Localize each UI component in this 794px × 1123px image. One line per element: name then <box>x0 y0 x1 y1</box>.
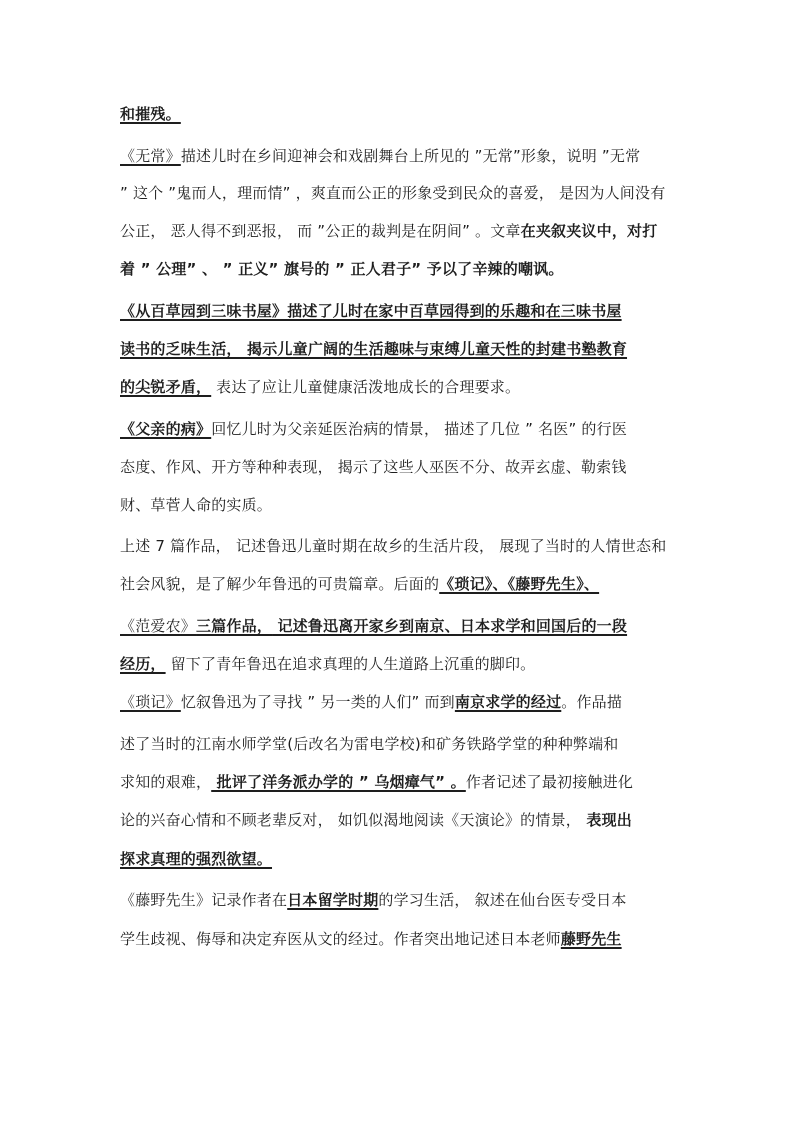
text-line <box>120 377 520 397</box>
text-run: 南京求学的经过 <box>454 693 562 711</box>
text-line <box>120 734 619 754</box>
text-run: 财、草菅人命的实质。 <box>120 496 273 514</box>
text-run: 《琐记》、《藤野先生》、 <box>439 575 600 593</box>
text-run: 求知的艰难， <box>120 773 212 791</box>
text-line <box>120 574 599 594</box>
text-run: 《琐记》 <box>120 693 181 711</box>
text-line <box>120 536 666 556</box>
text-run: 。作品描 <box>561 693 623 711</box>
text-line <box>120 457 627 477</box>
text-run: 和摧残。 <box>120 105 181 123</box>
text-line <box>120 849 272 869</box>
text-run: 描述儿时在乡间迎神会和戏剧舞台上所见的 ”无常”形象，说明 ”无常 <box>180 147 641 165</box>
text-run: 学生歧视、侮辱和决定弃医从文的经过。作者突出地记述日本老师 <box>120 930 561 948</box>
text-run: 的学习生活， 叙述在仙台医专受日本 <box>378 891 627 909</box>
text-line <box>120 301 622 321</box>
text-run: 的尖锐矛盾， <box>120 378 212 396</box>
text-line <box>120 692 622 712</box>
text-run: 表现出 <box>580 811 633 829</box>
text-line <box>120 929 622 949</box>
text-line <box>120 221 657 241</box>
text-run: 《从百草园到三味书屋》描述了儿时在家中百草园得到的乐趣和在三味书屋 <box>120 302 622 320</box>
text-line <box>120 104 181 124</box>
text-run: 忆叙鲁迅为了寻找 ” 另一类的人们” 而到 <box>180 693 455 711</box>
text-line <box>120 183 665 203</box>
text-line <box>120 495 272 515</box>
text-line <box>120 654 535 674</box>
text-run: 社会风貌，是了解少年鲁迅的可贵篇章。后面的 <box>120 575 440 593</box>
text-run: 批评了洋务派办学的 ” 乌烟瘴气” 。 <box>211 773 466 791</box>
text-run: 《范爱农》 <box>120 617 197 635</box>
text-run: ” 这个 ”鬼而人，理而情” ，爽直而公正的形象受到民众的喜爱， 是因为人间没有 <box>120 184 666 202</box>
text-run: 三篇作品， <box>196 617 273 635</box>
text-run: 留下了青年鲁迅在追求真理的人生道路上沉重的脚印。 <box>165 655 536 673</box>
text-line <box>120 616 627 636</box>
text-run: 《藤野先生》记录作者在 <box>120 891 288 909</box>
text-run: 作者记述了最初接触进化 <box>465 773 634 791</box>
text-run: 态度、作风、开方等种种表现， 揭示了这些人巫医不分、故弄玄虚、勒索钱 <box>120 458 627 476</box>
text-run: 经历， <box>120 655 166 673</box>
text-run: 《无常》 <box>120 147 181 165</box>
text-run: 述了当时的江南水师学堂(后改名为雷电学校)和矿务铁路学堂的种种弊端和 <box>120 735 619 753</box>
text-line <box>120 810 632 830</box>
text-run: 表达了应让儿童健康活泼地成长的合理要求。 <box>211 378 521 396</box>
text-run: 《父亲的病》 <box>120 420 212 438</box>
text-line <box>120 339 627 359</box>
text-run: 读书的乏味生活， 揭示儿童广阔的生活趣味与束缚儿童天性的封建书塾教育 <box>120 340 628 358</box>
text-run: 探求真理的强烈欲望。 <box>120 850 273 868</box>
text-run: 记述鲁迅离开家乡到南京、日本求学和回国后的一段 <box>272 617 628 635</box>
text-line <box>120 259 564 279</box>
text-run: 上述 7 篇作品， 记述鲁迅儿童时期在故乡的生活片段， 展现了当时的人情世态和 <box>120 537 667 555</box>
text-run: 在夹叙夹议中，对打 <box>520 222 658 240</box>
text-line <box>120 890 627 910</box>
text-line <box>120 146 640 166</box>
text-line <box>120 419 627 439</box>
text-run: 藤野先生 <box>560 930 622 948</box>
text-line <box>120 772 633 792</box>
text-run: 日本留学时期 <box>287 891 379 909</box>
text-run: 着 ” 公理” 、 ” 正义” 旗号的 ” 正人君子” 予以了辛辣的嘲讽。 <box>120 260 564 278</box>
text-run: 论的兴奋心情和不顾老辈反对， 如饥似渴地阅读《天演论》的情景， <box>120 811 581 829</box>
text-run: 回忆儿时为父亲延医治病的情景， 描述了几位 ” 名医” 的行医 <box>211 420 628 438</box>
text-run: 公正， 恶人得不到恶报， 而 ”公正的裁判是在阴间” 。文章 <box>120 222 521 240</box>
